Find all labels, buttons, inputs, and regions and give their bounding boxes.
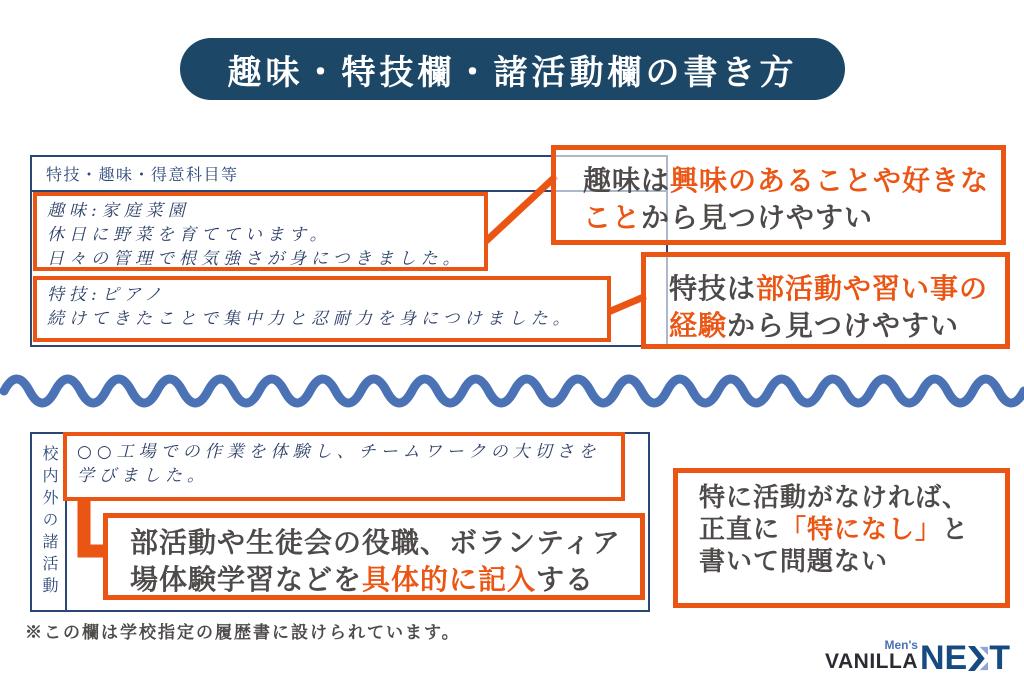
- tip-line: [130, 524, 640, 561]
- tip-text: 書いて問題ない: [699, 546, 889, 576]
- footnote: ※この欄は学校指定の履歴書に設けられています。: [25, 623, 461, 642]
- tip-text: する: [536, 564, 595, 595]
- tip-text: と: [942, 514, 970, 544]
- tip-text-emphasis: 部活動や習い事の: [756, 273, 989, 304]
- page-title-banner: [180, 38, 845, 100]
- tip-text: から見つけやすい: [727, 310, 960, 341]
- hobby-entry-line: 趣味:家庭菜園: [47, 201, 190, 221]
- no-activity-tip-callout: [673, 468, 1010, 608]
- tip-text: 場体験学習などを: [130, 564, 363, 595]
- resume-field-label: 特技・趣味・得意科目等: [46, 167, 239, 184]
- skill-tip-callout: [641, 252, 1010, 349]
- tip-text: 特に活動がなければ、: [699, 482, 970, 512]
- tip-line: [669, 307, 1005, 344]
- wavy-divider: [0, 362, 1024, 420]
- skill-entry-line: 特技:ピアノ: [47, 285, 167, 305]
- tip-text: 趣味は: [583, 165, 671, 196]
- brand-next-wordmark: [919, 639, 1010, 677]
- tip-text-emphasis: 興味のあることや好きな: [670, 165, 990, 196]
- tip-text: から見つけやすい: [641, 202, 874, 233]
- stylized-x-icon: [967, 646, 989, 671]
- tip-text: 特技は: [669, 273, 757, 304]
- tip-line: [699, 513, 1005, 545]
- skill-entry-line: 続けてきたことで集中力と忍耐力を身につけました。: [47, 309, 575, 329]
- brand-next-suffix: T: [989, 639, 1010, 677]
- activities-tip-callout: [103, 513, 645, 600]
- tip-line: [699, 545, 1005, 577]
- tip-text: 部活動や生徒会の役職、ボランティア: [130, 527, 621, 558]
- hobby-entry-line: 休日に野菜を育てています。: [47, 225, 332, 245]
- activity-entry-line: 学びました。: [77, 466, 209, 486]
- tip-line: [130, 561, 640, 598]
- activity-entry-line: ○○工場での作業を体験し、チームワークの大切さを: [77, 442, 601, 462]
- brand-logo-left: [825, 639, 918, 672]
- hobby-tip-callout: [551, 145, 1006, 245]
- hobby-entry-box: [33, 192, 488, 271]
- resume-field-label-vertical: 校内外の諸活動: [32, 434, 67, 610]
- skill-entry-box: [33, 276, 611, 342]
- tip-line: [699, 481, 1005, 513]
- brand-logo: [825, 638, 1010, 677]
- tip-line: [583, 162, 1001, 199]
- brand-next-prefix: NE: [919, 639, 968, 677]
- brand-vanilla-label: VANILLA: [825, 650, 918, 673]
- brand-mens-label: Men's: [884, 638, 918, 652]
- tip-text-emphasis: 「特になし」: [780, 514, 943, 544]
- tip-text: 正直に: [699, 514, 781, 544]
- hobby-entry-line: 日々の管理で根気強さが身につきました。: [47, 249, 465, 269]
- tip-line: [583, 199, 1001, 236]
- page-title: 趣味・特技欄・諸活動欄の書き方: [227, 53, 798, 92]
- activity-entry-box: [63, 432, 625, 501]
- tip-text-emphasis: 具体的に記入: [362, 564, 537, 595]
- tip-text-emphasis: こと: [583, 202, 642, 233]
- tip-text-emphasis: 経験: [669, 310, 728, 341]
- tip-line: [669, 270, 1005, 307]
